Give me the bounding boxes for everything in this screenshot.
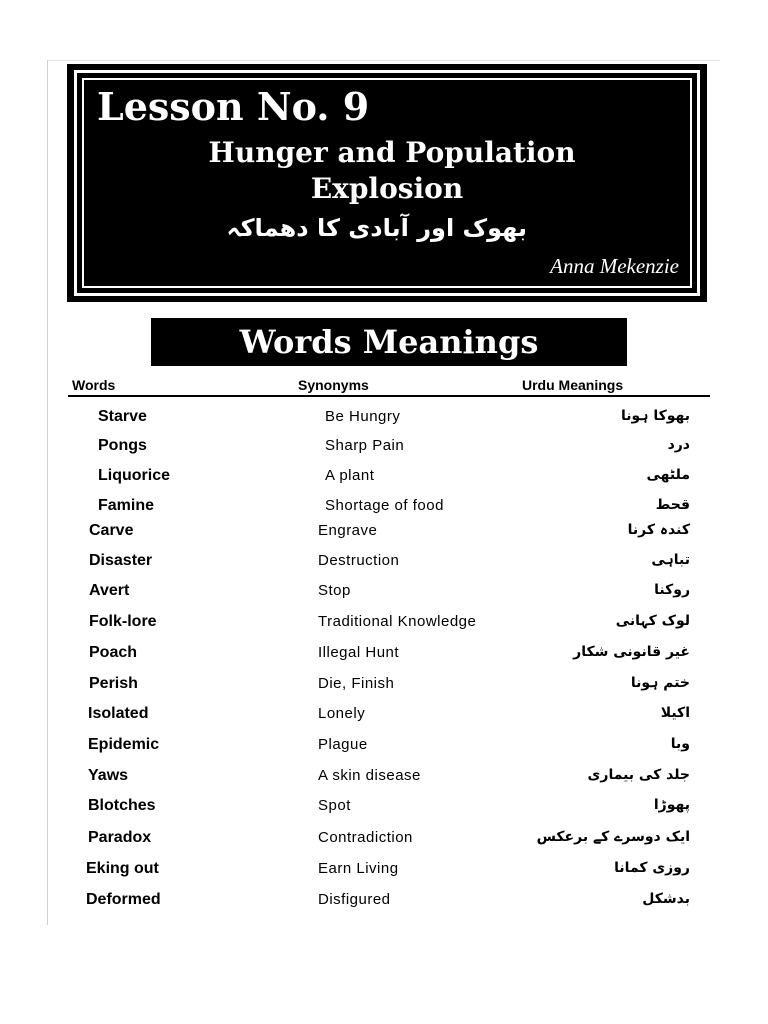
table-row [0,736,768,764]
urdu-meaning-cell: اکیلا [660,705,690,721]
word-cell: Perish [89,675,138,692]
table-row [0,613,768,641]
urdu-meaning-cell: پھوڑا [653,797,690,813]
table-row [0,408,768,436]
word-cell: Blotches [88,797,156,814]
urdu-meaning-cell: جلد کی بیماری [587,767,690,783]
synonym-cell: Shortage of food [325,497,444,514]
urdu-meaning-cell: قحط [655,497,690,513]
word-cell: Famine [98,497,155,514]
table-row [0,797,768,825]
table-row [0,829,768,857]
urdu-meaning-cell: ایک دوسرے کے برعکس [536,829,690,845]
word-cell: Deformed [86,891,161,908]
word-cell: Epidemic [88,736,160,753]
synonym-cell: A skin disease [318,767,421,784]
column-header-words: Words [72,377,116,393]
synonym-cell: Be Hungry [325,408,401,425]
urdu-meaning-cell: کندہ کرنا [627,522,690,538]
synonym-cell: Destruction [318,552,400,569]
header-divider [68,395,710,397]
table-row [0,552,768,580]
word-cell: Liquorice [98,467,171,484]
table-row [0,644,768,672]
words-meanings-heading: Words Meanings [151,318,627,366]
synonym-cell: Illegal Hunt [318,644,400,661]
synonym-cell: Disfigured [318,891,391,908]
synonym-cell: A plant [325,467,375,484]
urdu-meaning-cell: غیر قانونی شکار [573,644,690,660]
urdu-meaning-cell: بھوکا ہونا [620,408,690,424]
synonym-cell: Stop [318,582,351,599]
urdu-meaning-cell: درد [667,437,690,453]
table-row [0,860,768,888]
word-cell: Disaster [89,552,153,569]
table-row [0,675,768,703]
synonym-cell: Sharp Pain [325,437,405,454]
word-cell: Starve [98,408,147,425]
table-row [0,767,768,795]
urdu-meaning-cell: روزی کمانا [614,860,690,876]
urdu-meaning-cell: وبا [670,736,690,752]
word-cell: Poach [89,644,138,661]
table-row [0,582,768,610]
table-row [0,497,768,525]
synonym-cell: Plague [318,736,368,753]
table-row [0,705,768,733]
lesson-number: Lesson No. 9 [97,84,370,129]
urdu-meaning-cell: تباہی [651,552,690,568]
column-header-urdu: Urdu Meanings [522,377,624,393]
lesson-title-banner [67,64,707,302]
word-cell: Isolated [88,705,149,722]
word-cell: Avert [89,582,130,599]
word-cell: Eking out [86,860,159,877]
author-name: Anna Mekenzie [550,254,679,278]
table-row [0,522,768,550]
table-row [0,467,768,495]
synonym-cell: Earn Living [318,860,399,877]
synonym-cell: Engrave [318,522,378,539]
column-header-synonyms: Synonyms [298,377,369,393]
urdu-meaning-cell: ملٹھی [646,467,690,483]
table-row [0,891,768,919]
synonym-cell: Die, Finish [318,675,395,692]
word-cell: Paradox [88,829,152,846]
synonym-cell: Traditional Knowledge [318,613,477,630]
word-cell: Pongs [98,437,147,454]
urdu-meaning-cell: لوک کہانی [615,613,690,629]
word-cell: Carve [89,522,134,539]
urdu-meaning-cell: بدشکل [642,891,690,907]
urdu-title: بھوک اور آبادی کا دھماکہ [226,214,527,242]
synonym-cell: Contradiction [318,829,413,846]
word-cell: Folk-lore [89,613,157,630]
lesson-title-line-1: Hunger and Population [208,136,576,169]
word-cell: Yaws [88,767,129,784]
table-row [0,437,768,465]
synonym-cell: Lonely [318,705,366,722]
urdu-meaning-cell: ختم ہونا [630,675,690,691]
lesson-title-line-2: Explosion [310,172,464,205]
synonym-cell: Spot [318,797,351,814]
urdu-meaning-cell: روکنا [654,582,690,598]
